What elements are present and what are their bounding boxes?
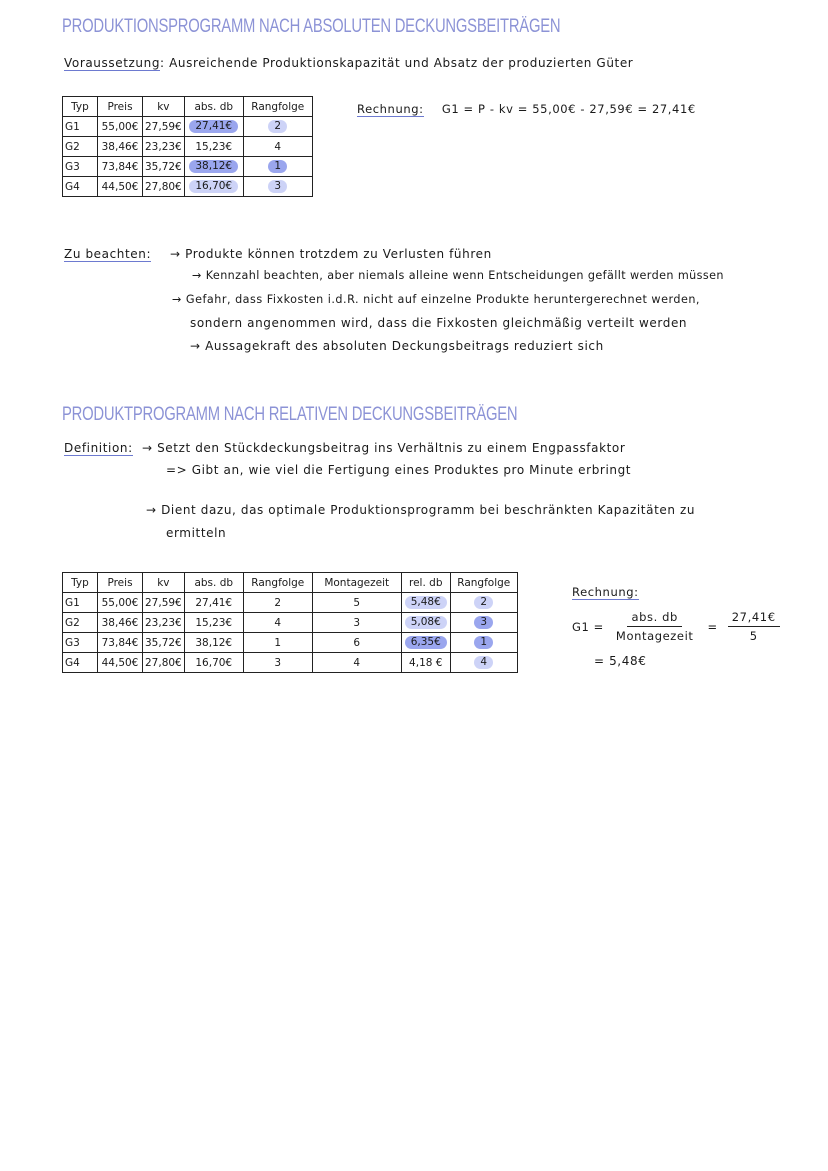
cell-typ: G4 bbox=[63, 653, 98, 673]
prerequisite-text: : Ausreichende Produktionskapazität und Absatz der produzierten Güter bbox=[160, 56, 634, 70]
header-rel-db: rel. db bbox=[401, 573, 450, 593]
cell-rel-db bbox=[401, 593, 450, 613]
header-kv: kv bbox=[143, 97, 185, 117]
note-line: → Produkte können trotzdem zu Verlusten führen bbox=[170, 247, 492, 261]
cell-rang bbox=[243, 117, 312, 137]
header-typ: Typ bbox=[63, 573, 98, 593]
definition-line: ermitteln bbox=[166, 526, 227, 540]
highlight-value: 5,48€ bbox=[405, 596, 447, 609]
fraction-formula bbox=[612, 610, 698, 643]
cell-montagezeit: 5 bbox=[312, 593, 401, 613]
header-preis: Preis bbox=[98, 97, 143, 117]
table-row bbox=[63, 653, 518, 673]
cell-kv: 27,59€ bbox=[143, 117, 185, 137]
definition-label bbox=[64, 441, 133, 455]
cell-rang: 2 bbox=[243, 593, 312, 613]
cell-preis: 44,50€ bbox=[98, 177, 143, 197]
table-header-row bbox=[63, 573, 518, 593]
cell-abs-db bbox=[184, 177, 243, 197]
cell-abs-db: 16,70€ bbox=[184, 653, 243, 673]
cell-abs-db: 27,41€ bbox=[184, 593, 243, 613]
highlight-value: 3 bbox=[268, 180, 287, 193]
fraction-denominator: 5 bbox=[749, 629, 758, 643]
table-row bbox=[63, 137, 313, 157]
cell-typ: G3 bbox=[63, 633, 98, 653]
header-rangfolge: Rangfolge bbox=[243, 573, 312, 593]
header-abs-db: abs. db bbox=[184, 573, 243, 593]
definition-line: → Setzt den Stückdeckungsbeitrag ins Verhältnis zu einem Engpassfaktor bbox=[142, 441, 626, 455]
highlight-value: 2 bbox=[474, 596, 493, 609]
cell-typ: G1 bbox=[63, 117, 98, 137]
cell-montagezeit: 3 bbox=[312, 613, 401, 633]
cell-kv: 35,72€ bbox=[143, 157, 185, 177]
cell-rel-db: 4,18 € bbox=[401, 653, 450, 673]
cell-preis: 73,84€ bbox=[98, 157, 143, 177]
highlight-value: 2 bbox=[268, 120, 287, 133]
calculation-1 bbox=[357, 102, 696, 116]
cell-abs-db: 15,23€ bbox=[184, 613, 243, 633]
highlight-value: 1 bbox=[268, 160, 287, 173]
table-row bbox=[63, 157, 313, 177]
cell-rang: 3 bbox=[243, 653, 312, 673]
cell-typ: G3 bbox=[63, 157, 98, 177]
note-line: sondern angenommen wird, dass die Fixkosten gleichmäßig verteilt werden bbox=[190, 316, 688, 330]
cell-kv: 23,23€ bbox=[143, 613, 185, 633]
cell-rang-2 bbox=[450, 613, 517, 633]
cell-kv: 35,72€ bbox=[143, 633, 185, 653]
cell-preis: 38,46€ bbox=[98, 137, 143, 157]
cell-kv: 27,80€ bbox=[143, 177, 185, 197]
cell-preis: 55,00€ bbox=[98, 593, 143, 613]
note-label-text: Zu beachten: bbox=[64, 247, 152, 261]
calc-result: = 5,48€ bbox=[594, 654, 647, 668]
definition-line: → Dient dazu, das optimale Produktionsprogramm bei beschränkten Kapazitäten zu bbox=[146, 503, 696, 517]
cell-preis: 44,50€ bbox=[98, 653, 143, 673]
table-row bbox=[63, 613, 518, 633]
cell-montagezeit: 6 bbox=[312, 633, 401, 653]
section1-title: PRODUKTIONSPROGRAMM NACH ABSOLUTEN DECKUNGSBEITRÄGEN bbox=[62, 16, 561, 37]
header-rangfolge-2: Rangfolge bbox=[450, 573, 517, 593]
calc-label-2-text: Rechnung: bbox=[572, 585, 639, 599]
calc-text: G1 = P - kv = 55,00€ - 27,59€ = 27,41€ bbox=[441, 102, 696, 116]
fraction-values bbox=[728, 610, 780, 643]
cell-rel-db bbox=[401, 613, 450, 633]
cell-typ: G2 bbox=[63, 137, 98, 157]
cell-rang bbox=[243, 157, 312, 177]
note-line: → Aussagekraft des absoluten Deckungsbeitrags reduziert sich bbox=[190, 339, 604, 353]
equals-sign: = bbox=[707, 619, 718, 634]
cell-abs-db: 15,23€ bbox=[184, 137, 243, 157]
highlight-value: 5,08€ bbox=[405, 616, 447, 629]
table-row bbox=[63, 593, 518, 613]
highlight-value: 38,12€ bbox=[189, 160, 238, 173]
cell-preis: 55,00€ bbox=[98, 117, 143, 137]
cell-rel-db bbox=[401, 633, 450, 653]
cell-rang-2 bbox=[450, 633, 517, 653]
cell-preis: 73,84€ bbox=[98, 633, 143, 653]
calculation-2 bbox=[572, 610, 780, 643]
table-row bbox=[63, 177, 313, 197]
prerequisite-label: Voraussetzung bbox=[64, 56, 161, 70]
cell-rang-2 bbox=[450, 593, 517, 613]
cell-rang: 1 bbox=[243, 633, 312, 653]
cell-typ: G2 bbox=[63, 613, 98, 633]
fraction-numerator: abs. db bbox=[627, 610, 681, 627]
note-label bbox=[64, 247, 151, 261]
calc-label-2 bbox=[572, 585, 639, 599]
fraction-numerator: 27,41€ bbox=[728, 610, 780, 627]
header-typ: Typ bbox=[63, 97, 98, 117]
calc-lhs: G1 = bbox=[572, 619, 604, 634]
highlight-value: 1 bbox=[474, 636, 493, 649]
cell-typ: G4 bbox=[63, 177, 98, 197]
note-line: → Gefahr, dass Fixkosten i.d.R. nicht auf einzelne Produkte heruntergerechnet werden, bbox=[172, 293, 700, 306]
cell-abs-db bbox=[184, 157, 243, 177]
table-row bbox=[63, 633, 518, 653]
cell-abs-db bbox=[184, 117, 243, 137]
header-kv: kv bbox=[143, 573, 185, 593]
definition-label-text: Definition: bbox=[64, 441, 133, 455]
table-header-row bbox=[63, 97, 313, 117]
cell-rang: 4 bbox=[243, 613, 312, 633]
cell-kv: 23,23€ bbox=[143, 137, 185, 157]
header-rangfolge: Rangfolge bbox=[243, 97, 312, 117]
cell-preis: 38,46€ bbox=[98, 613, 143, 633]
cell-rang bbox=[243, 177, 312, 197]
header-preis: Preis bbox=[98, 573, 143, 593]
cell-kv: 27,59€ bbox=[143, 593, 185, 613]
highlight-value: 16,70€ bbox=[189, 180, 238, 193]
relative-db-table bbox=[62, 572, 518, 673]
prerequisite-line bbox=[64, 56, 633, 70]
absolute-db-table bbox=[62, 96, 313, 197]
note-line: → Kennzahl beachten, aber niemals alleine wenn Entscheidungen gefällt werden müssen bbox=[192, 269, 724, 282]
calc-label: Rechnung: bbox=[357, 102, 424, 116]
definition-line: => Gibt an, wie viel die Fertigung eines Produktes pro Minute erbringt bbox=[166, 463, 632, 477]
cell-rang-2 bbox=[450, 653, 517, 673]
highlight-value: 4 bbox=[474, 656, 493, 669]
table-row bbox=[63, 117, 313, 137]
cell-montagezeit: 4 bbox=[312, 653, 401, 673]
section2-title: PRODUKTPROGRAMM NACH RELATIVEN DECKUNGSBEITRÄGEN bbox=[62, 404, 518, 425]
highlight-value: 27,41€ bbox=[189, 120, 238, 133]
cell-kv: 27,80€ bbox=[143, 653, 185, 673]
cell-rang: 4 bbox=[243, 137, 312, 157]
header-abs-db: abs. db bbox=[184, 97, 243, 117]
cell-typ: G1 bbox=[63, 593, 98, 613]
header-montagezeit: Montagezeit bbox=[312, 573, 401, 593]
highlight-value: 6,35€ bbox=[405, 636, 447, 649]
highlight-value: 3 bbox=[474, 616, 493, 629]
fraction-denominator: Montagezeit bbox=[615, 629, 694, 643]
cell-abs-db: 38,12€ bbox=[184, 633, 243, 653]
